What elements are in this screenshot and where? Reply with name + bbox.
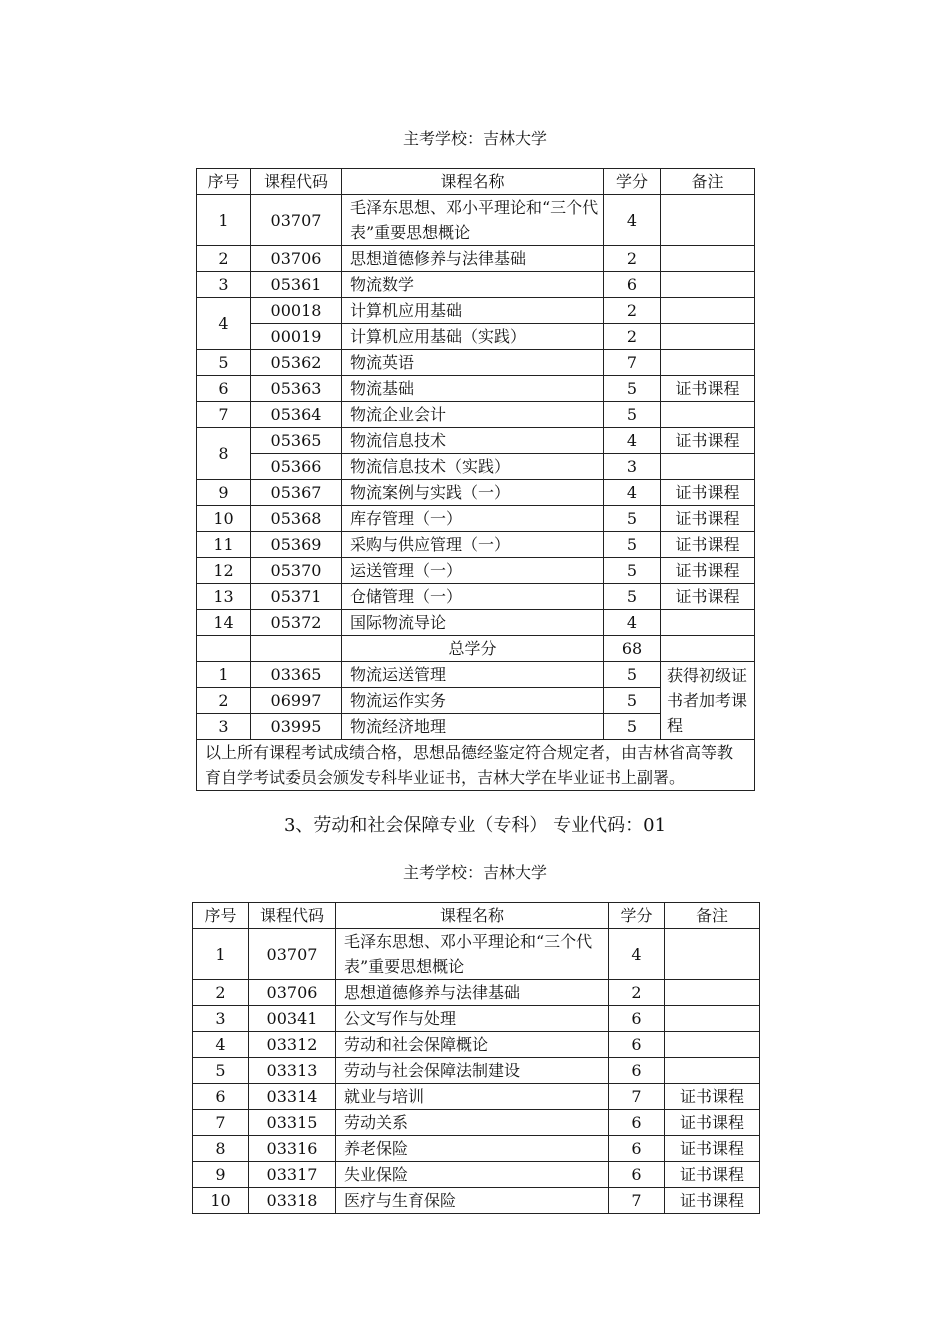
row-name: 就业与培训: [336, 1084, 609, 1110]
section2-school: 主考学校：吉林大学: [402, 863, 547, 882]
table-row: [197, 246, 755, 272]
row-name: 养老保险: [336, 1136, 609, 1162]
row-name: 思想道德修养与法律基础: [336, 980, 609, 1006]
table-row: [197, 272, 755, 298]
table-row: [193, 1084, 760, 1110]
row-code: 03313: [249, 1058, 336, 1084]
row-code: 03312: [249, 1032, 336, 1058]
section1-table: [196, 168, 755, 791]
row-no: 10: [193, 1188, 249, 1214]
header-code: 课程代码: [249, 903, 336, 929]
row-name: 物流数学: [342, 272, 604, 298]
row-no: 3: [197, 272, 251, 298]
row-code: 03317: [249, 1162, 336, 1188]
table-row: [197, 610, 755, 636]
row-no: 9: [197, 480, 251, 506]
row-note: 证书课程: [661, 506, 755, 532]
row-credit: 6: [609, 1006, 665, 1032]
row-note: 证书课程: [665, 1188, 760, 1214]
row-no: 5: [193, 1058, 249, 1084]
row-code: 05371: [251, 584, 342, 610]
row-note: [661, 272, 755, 298]
row-no: 7: [193, 1110, 249, 1136]
table-row: [193, 1006, 760, 1032]
table-row: [193, 1058, 760, 1084]
row-credit: 5: [604, 558, 661, 584]
row-note: [665, 1006, 760, 1032]
row-no: 2: [197, 246, 251, 272]
row-code: 05364: [251, 402, 342, 428]
row-note: 证书课程: [661, 584, 755, 610]
row-credit: 7: [609, 1084, 665, 1110]
row-note: [661, 402, 755, 428]
row-code: 03365: [251, 662, 342, 688]
total-row: [197, 636, 755, 662]
row-credit: 2: [604, 298, 661, 324]
row-name: 计算机应用基础: [342, 298, 604, 324]
row-name: 物流案例与实践（一）: [342, 480, 604, 506]
row-name: 公文写作与处理: [336, 1006, 609, 1032]
row-credit: 7: [604, 350, 661, 376]
table-row: [197, 195, 755, 246]
row-no: 7: [197, 402, 251, 428]
header-no: 序号: [197, 169, 251, 195]
row-name: 国际物流导论: [342, 610, 604, 636]
row-code: 03316: [249, 1136, 336, 1162]
row-name: 计算机应用基础（实践）: [342, 324, 604, 350]
header-note: 备注: [665, 903, 760, 929]
row-credit: 5: [604, 402, 661, 428]
row-code: 00019: [251, 324, 342, 350]
row-no: 8: [197, 428, 251, 480]
row-credit: 2: [609, 980, 665, 1006]
row-name: 物流运作实务: [342, 688, 604, 714]
row-code: 03707: [249, 929, 336, 980]
row-code: 03707: [251, 195, 342, 246]
row-credit: 6: [609, 1110, 665, 1136]
row-name: 毛泽东思想、邓小平理论和“三个代表”重要思想概论: [336, 929, 609, 980]
row-note: [665, 1058, 760, 1084]
row-name: 失业保险: [336, 1162, 609, 1188]
table-header-row: [193, 903, 760, 929]
row-code: 05366: [251, 454, 342, 480]
row-name: 物流经济地理: [342, 714, 604, 740]
row-code: 05372: [251, 610, 342, 636]
row-name: 物流信息技术（实践）: [342, 454, 604, 480]
row-no: 6: [193, 1084, 249, 1110]
table-row: [197, 558, 755, 584]
footer-note: 以上所有课程考试成绩合格，思想品德经鉴定符合规定者，由吉林省高等教育自学考试委员会颁发专科毕业证书，吉林大学在毕业证书上副署。: [197, 740, 755, 791]
row-code: 00341: [249, 1006, 336, 1032]
total-value: 68: [604, 636, 661, 662]
header-no: 序号: [193, 903, 249, 929]
table-row: [197, 350, 755, 376]
row-note: [661, 246, 755, 272]
row-name: 仓储管理（一）: [342, 584, 604, 610]
table-row: [197, 324, 755, 350]
section2-table: [192, 902, 760, 1214]
row-credit: 6: [609, 1162, 665, 1188]
row-name: 医疗与生育保险: [336, 1188, 609, 1214]
total-label: 总学分: [342, 636, 604, 662]
row-note: [661, 324, 755, 350]
row-name: 物流英语: [342, 350, 604, 376]
header-credit: 学分: [609, 903, 665, 929]
row-name: 物流企业会计: [342, 402, 604, 428]
row-note: [665, 1032, 760, 1058]
row-credit: 7: [609, 1188, 665, 1214]
row-code: 03315: [249, 1110, 336, 1136]
row-name: 运送管理（一）: [342, 558, 604, 584]
total-empty-cell: [197, 636, 251, 662]
table-header-row: [197, 169, 755, 195]
row-credit: 4: [604, 195, 661, 246]
table-row: [193, 1162, 760, 1188]
row-no: 13: [197, 584, 251, 610]
row-no: 14: [197, 610, 251, 636]
row-code: 05369: [251, 532, 342, 558]
extra-note: 获得初级证书者加考课程: [661, 662, 755, 740]
row-note: 证书课程: [661, 558, 755, 584]
row-note: [661, 298, 755, 324]
row-name: 采购与供应管理（一）: [342, 532, 604, 558]
row-note: 证书课程: [665, 1162, 760, 1188]
row-credit: 3: [604, 454, 661, 480]
row-no: 8: [193, 1136, 249, 1162]
row-credit: 6: [609, 1032, 665, 1058]
row-code: 03314: [249, 1084, 336, 1110]
row-name: 思想道德修养与法律基础: [342, 246, 604, 272]
row-note: 证书课程: [661, 532, 755, 558]
table-row: [197, 376, 755, 402]
row-no: 3: [197, 714, 251, 740]
row-name: 物流信息技术: [342, 428, 604, 454]
table-row: [197, 506, 755, 532]
row-note: [661, 195, 755, 246]
table-row: [197, 454, 755, 480]
row-note: [661, 454, 755, 480]
row-note: [665, 929, 760, 980]
table-row: [197, 298, 755, 324]
table-row: [197, 428, 755, 454]
row-no: 11: [197, 532, 251, 558]
row-no: 12: [197, 558, 251, 584]
row-name: 物流基础: [342, 376, 604, 402]
row-code: 05367: [251, 480, 342, 506]
row-credit: 5: [604, 662, 661, 688]
row-no: 10: [197, 506, 251, 532]
row-note: [661, 350, 755, 376]
row-code: 05370: [251, 558, 342, 584]
row-credit: 4: [609, 929, 665, 980]
row-code: 05368: [251, 506, 342, 532]
header-note: 备注: [661, 169, 755, 195]
row-code: 05361: [251, 272, 342, 298]
row-credit: 5: [604, 714, 661, 740]
row-no: 2: [197, 688, 251, 714]
row-note: 证书课程: [665, 1084, 760, 1110]
row-code: 05365: [251, 428, 342, 454]
row-no: 1: [193, 929, 249, 980]
row-credit: 5: [604, 376, 661, 402]
row-name: 物流运送管理: [342, 662, 604, 688]
row-code: 03706: [251, 246, 342, 272]
row-note: [661, 610, 755, 636]
row-no: 4: [193, 1032, 249, 1058]
extra-row: [197, 662, 755, 688]
row-credit: 6: [604, 272, 661, 298]
row-credit: 6: [609, 1136, 665, 1162]
row-name: 劳动与社会保障法制建设: [336, 1058, 609, 1084]
row-code: 00018: [251, 298, 342, 324]
row-no: 3: [193, 1006, 249, 1032]
table-row: [193, 1136, 760, 1162]
row-no: 6: [197, 376, 251, 402]
total-empty-cell: [661, 636, 755, 662]
table-row: [193, 929, 760, 980]
table-row: [197, 584, 755, 610]
row-credit: 5: [604, 506, 661, 532]
row-name: 库存管理（一）: [342, 506, 604, 532]
row-note: 证书课程: [665, 1110, 760, 1136]
row-code: 03318: [249, 1188, 336, 1214]
header-credit: 学分: [604, 169, 661, 195]
row-note: 证书课程: [665, 1136, 760, 1162]
table-row: [193, 980, 760, 1006]
row-credit: 4: [604, 428, 661, 454]
table-row: [197, 480, 755, 506]
section1-school: 主考学校：吉林大学: [402, 129, 547, 148]
row-credit: 4: [604, 610, 661, 636]
table-row: [193, 1032, 760, 1058]
row-no: 9: [193, 1162, 249, 1188]
row-credit: 2: [604, 324, 661, 350]
row-no: 5: [197, 350, 251, 376]
row-no: 1: [197, 662, 251, 688]
row-code: 05362: [251, 350, 342, 376]
row-code: 03706: [249, 980, 336, 1006]
row-name: 毛泽东思想、邓小平理论和“三个代表”重要思想概论: [342, 195, 604, 246]
table-row: [193, 1188, 760, 1214]
row-code: 03995: [251, 714, 342, 740]
row-credit: 4: [604, 480, 661, 506]
row-note: 证书课程: [661, 480, 755, 506]
row-code: 05363: [251, 376, 342, 402]
table-row: [193, 1110, 760, 1136]
row-note: 证书课程: [661, 428, 755, 454]
footer-row: [197, 740, 755, 791]
row-credit: 2: [604, 246, 661, 272]
header-code: 课程代码: [251, 169, 342, 195]
row-name: 劳动关系: [336, 1110, 609, 1136]
section2-title: 3、劳动和社会保障专业（专科） 专业代码：01: [283, 815, 667, 836]
table-row: [197, 532, 755, 558]
row-credit: 5: [604, 584, 661, 610]
table-row: [197, 402, 755, 428]
row-note: [665, 980, 760, 1006]
row-code: 06997: [251, 688, 342, 714]
header-name: 课程名称: [336, 903, 609, 929]
row-credit: 5: [604, 532, 661, 558]
row-credit: 5: [604, 688, 661, 714]
row-no: 2: [193, 980, 249, 1006]
row-no: 1: [197, 195, 251, 246]
header-name: 课程名称: [342, 169, 604, 195]
row-credit: 6: [609, 1058, 665, 1084]
total-empty-cell: [251, 636, 342, 662]
row-note: 证书课程: [661, 376, 755, 402]
row-name: 劳动和社会保障概论: [336, 1032, 609, 1058]
row-no: 4: [197, 298, 251, 350]
